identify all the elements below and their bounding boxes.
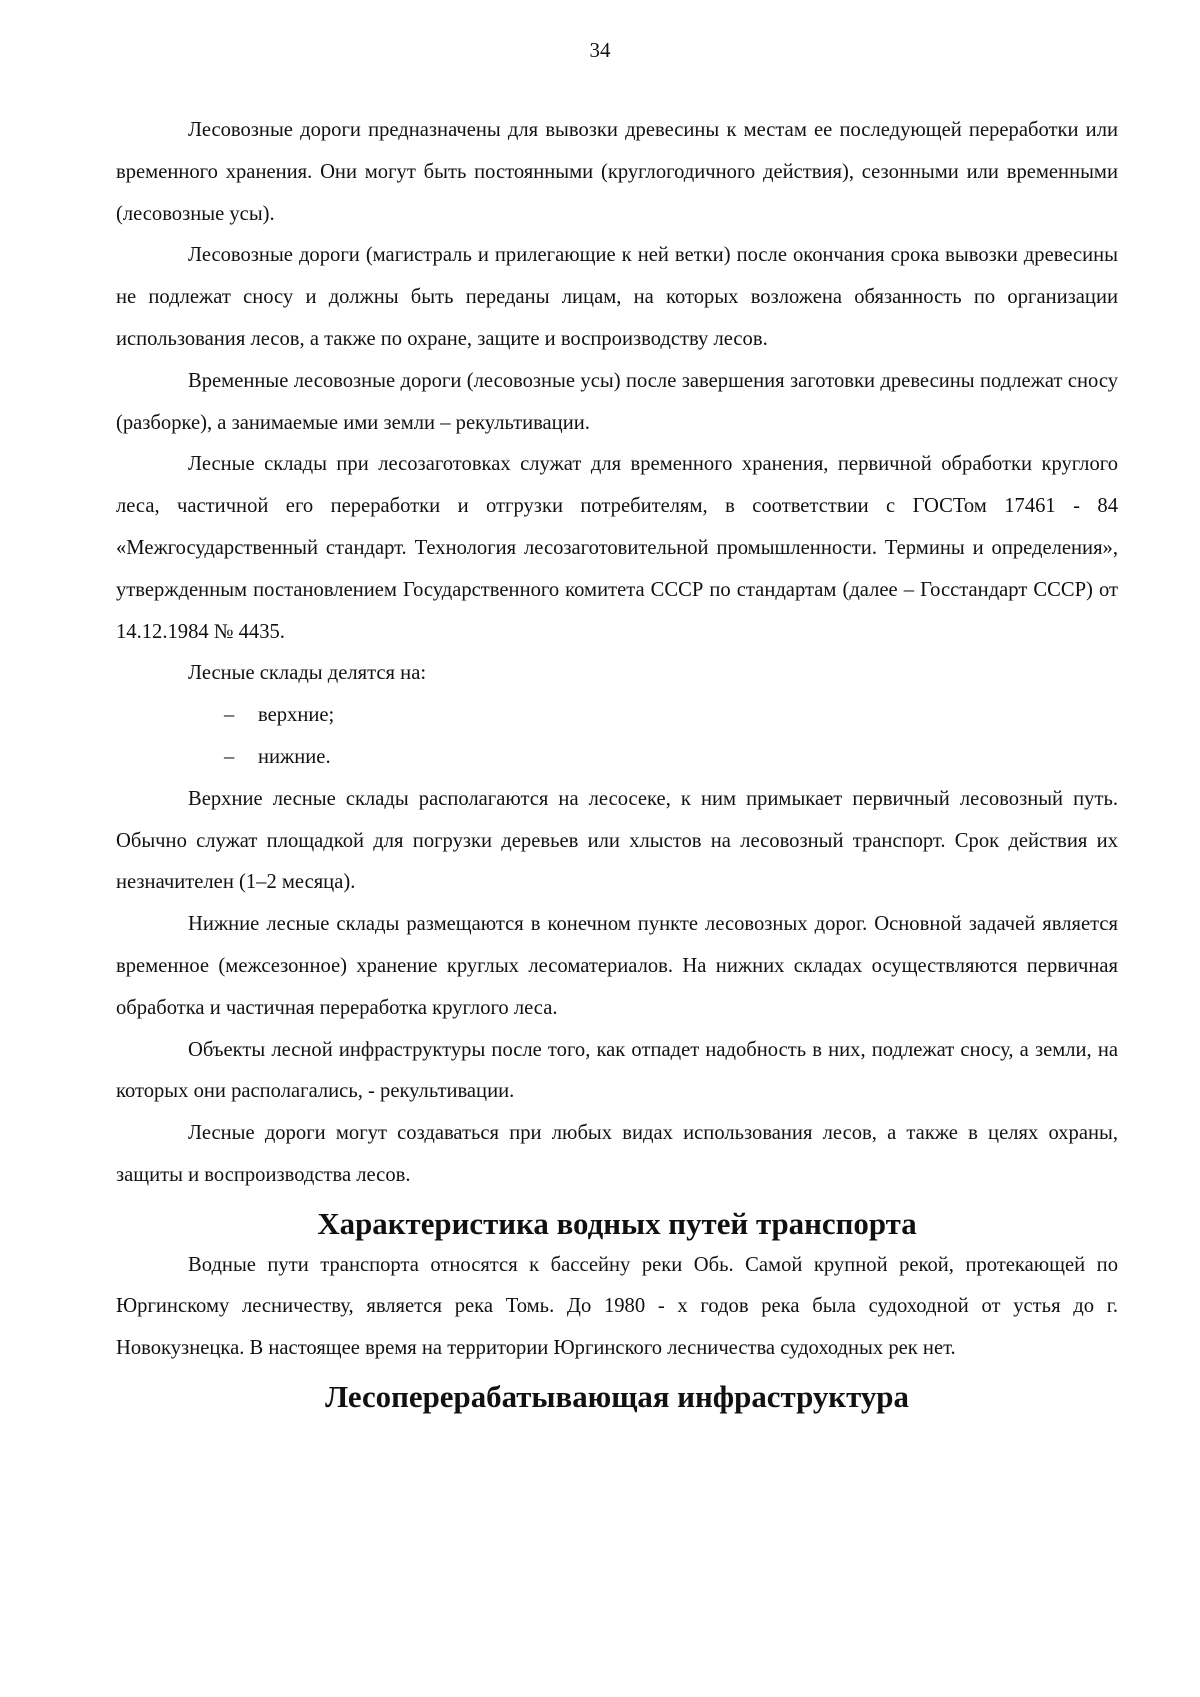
list-item <box>116 695 1118 737</box>
paragraph: Водные пути транспорта относятся к бассейну реки Обь. Самой крупной рекой, протекающей по Юргинскому лесничеству, является река Томь. До 1980 - х годов река была судоходной от устья до г. Новокузнецка. В настоящее время на территории Юргинского лесничества судоходных рек нет. <box>116 1253 1118 1360</box>
document-body <box>116 110 1118 1418</box>
paragraph: Лесовозные дороги предназначены для вывозки древесины к местам ее последующей переработки или временного хранения. Они могут быть постоянными (круглогодичного действия), сезонными или временными (лесовозные усы). <box>116 119 1118 225</box>
page-number: 34 <box>589 38 611 62</box>
warehouse-types-list <box>116 695 1118 779</box>
paragraph: Верхние лесные склады располагаются на лесосеке, к ним примыкает первичный лесовозный путь. Обычно служат площадкой для погрузки деревьев или хлыстов на лесовозный транспорт. Срок действия их незначителен (1–2 месяца). <box>116 787 1118 894</box>
section-heading: Лесоперерабатывающая инфраструктура <box>325 1378 909 1414</box>
paragraph: Лесовозные дороги (магистраль и прилегающие к ней ветки) после окончания срока вывозки древесины не подлежат сносу и должны быть переданы лицам, на которых возложена обязанность по организации использования лесов, а также по охране, защите и воспроизводству лесов. <box>116 244 1118 350</box>
list-item <box>116 737 1118 779</box>
list-dash: – <box>224 704 235 727</box>
list-dash: – <box>224 745 235 768</box>
paragraph: Лесные дороги могут создаваться при любых видах использования лесов, а также в целях охраны, защиты и воспроизводства лесов. <box>116 1122 1118 1186</box>
paragraph: Нижние лесные склады размещаются в конечном пункте лесовозных дорог. Основной задачей является временное (межсезонное) хранение круглых лесоматериалов. На нижних складах осуществляются первичная обработка и частичная переработка круглого леса. <box>116 913 1118 1019</box>
paragraph: Временные лесовозные дороги (лесовозные усы) после завершения заготовки древесины подлежат сносу (разборке), а занимаемые ими земли – рекультивации. <box>116 369 1118 434</box>
paragraph: Объекты лесной инфраструктуры после того, как отпадет надобность в них, подлежат сносу, а земли, на которых они располагались, - рекультивации. <box>116 1038 1118 1103</box>
list-item-text: верхние; <box>258 704 335 727</box>
list-item-text: нижние. <box>258 745 331 768</box>
section-heading: Характеристика водных путей транспорта <box>317 1205 917 1241</box>
paragraph: Лесные склады делятся на: <box>188 662 427 685</box>
paragraph: Лесные склады при лесозаготовках служат для временного хранения, первичной обработки круглого леса, частичной его переработки и отгрузки потребителям, в соответствии с ГОСТом 17461 - 84 «Межгосударственный стандарт. Технология лесозаготовительной промышленности. Термины и определения», утвержденным постановлением Государственного комитета СССР по стандартам (далее – Госстандарт СССР) от 14.12.1984 № 4435. <box>116 453 1118 643</box>
